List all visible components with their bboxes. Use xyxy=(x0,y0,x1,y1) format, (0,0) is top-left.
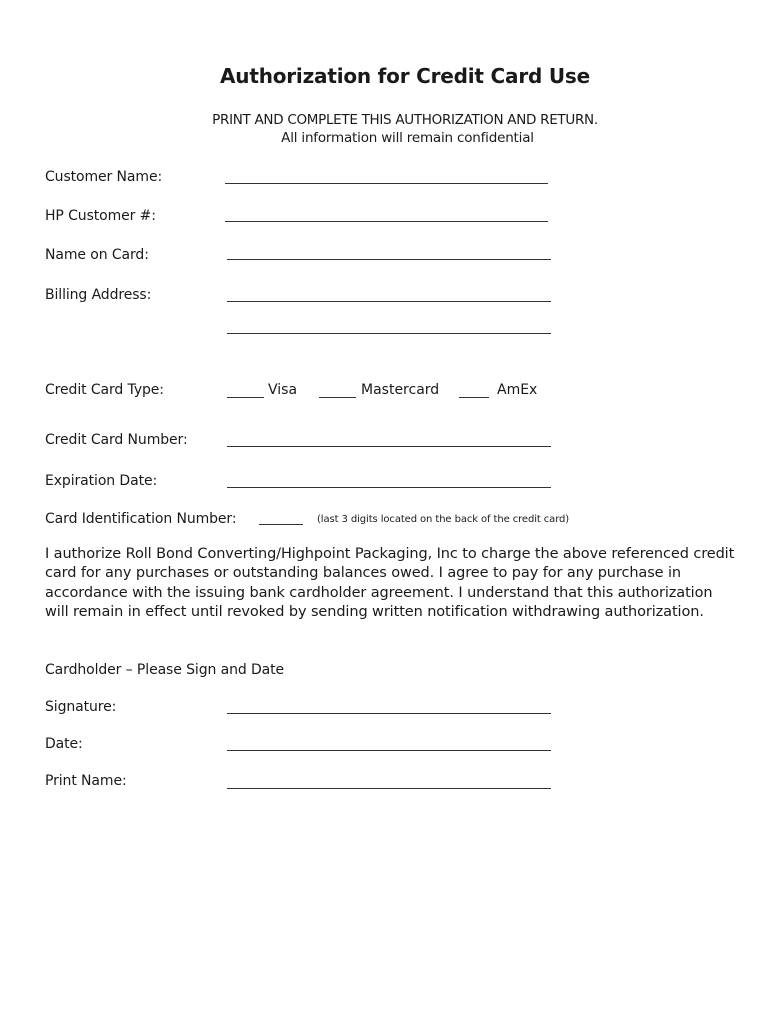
customer-name-line[interactable] xyxy=(225,183,548,184)
name-on-card-label: Name on Card: xyxy=(45,247,149,263)
hp-customer-line[interactable] xyxy=(225,221,548,222)
card-id-number-label: Card Identification Number: xyxy=(45,511,237,527)
cardholder-sign-heading: Cardholder – Please Sign and Date xyxy=(45,662,285,678)
amex-option-label: AmEx xyxy=(497,382,538,398)
billing-address-line-1[interactable] xyxy=(227,301,551,302)
customer-name-label: Customer Name: xyxy=(45,169,163,185)
billing-address-label: Billing Address: xyxy=(45,287,152,303)
visa-option-label: Visa xyxy=(268,382,298,398)
credit-card-number-line[interactable] xyxy=(227,446,551,447)
signature-label: Signature: xyxy=(45,699,117,715)
visa-checkbox-line[interactable] xyxy=(227,397,264,398)
mastercard-checkbox-line[interactable] xyxy=(319,397,356,398)
print-name-label: Print Name: xyxy=(45,773,127,789)
credit-card-type-label: Credit Card Type: xyxy=(45,382,164,398)
date-line[interactable] xyxy=(227,750,551,751)
card-id-hint: (last 3 digits located on the back of the credit card) xyxy=(317,514,570,525)
name-on-card-line[interactable] xyxy=(227,259,551,260)
expiration-date-label: Expiration Date: xyxy=(45,473,158,489)
form-title: Authorization for Credit Card Use xyxy=(220,64,590,88)
authorization-paragraph: I authorize Roll Bond Converting/Highpoint Packaging, Inc to charge the above referenced credit card for any purchases or outstanding balances owed. I agree to pay for any purchase in accordance with the issuing bank cardholder agreement. I understand that this authorization will remain in effect until revoked by sending written notification withdrawing authorization. xyxy=(45,546,735,620)
print-name-line[interactable] xyxy=(227,788,551,789)
date-label: Date: xyxy=(45,736,83,752)
expiration-date-line[interactable] xyxy=(227,487,551,488)
amex-checkbox-line[interactable] xyxy=(459,397,489,398)
signature-line[interactable] xyxy=(227,713,551,714)
card-id-number-line[interactable] xyxy=(259,524,303,525)
confidential-note: All information will remain confidential xyxy=(281,130,534,146)
hp-customer-label: HP Customer #: xyxy=(45,208,156,224)
billing-address-line-2[interactable] xyxy=(227,333,551,334)
credit-card-number-label: Credit Card Number: xyxy=(45,432,188,448)
form-instructions: PRINT AND COMPLETE THIS AUTHORIZATION AND RETURN. xyxy=(212,112,598,128)
mastercard-option-label: Mastercard xyxy=(361,382,440,398)
